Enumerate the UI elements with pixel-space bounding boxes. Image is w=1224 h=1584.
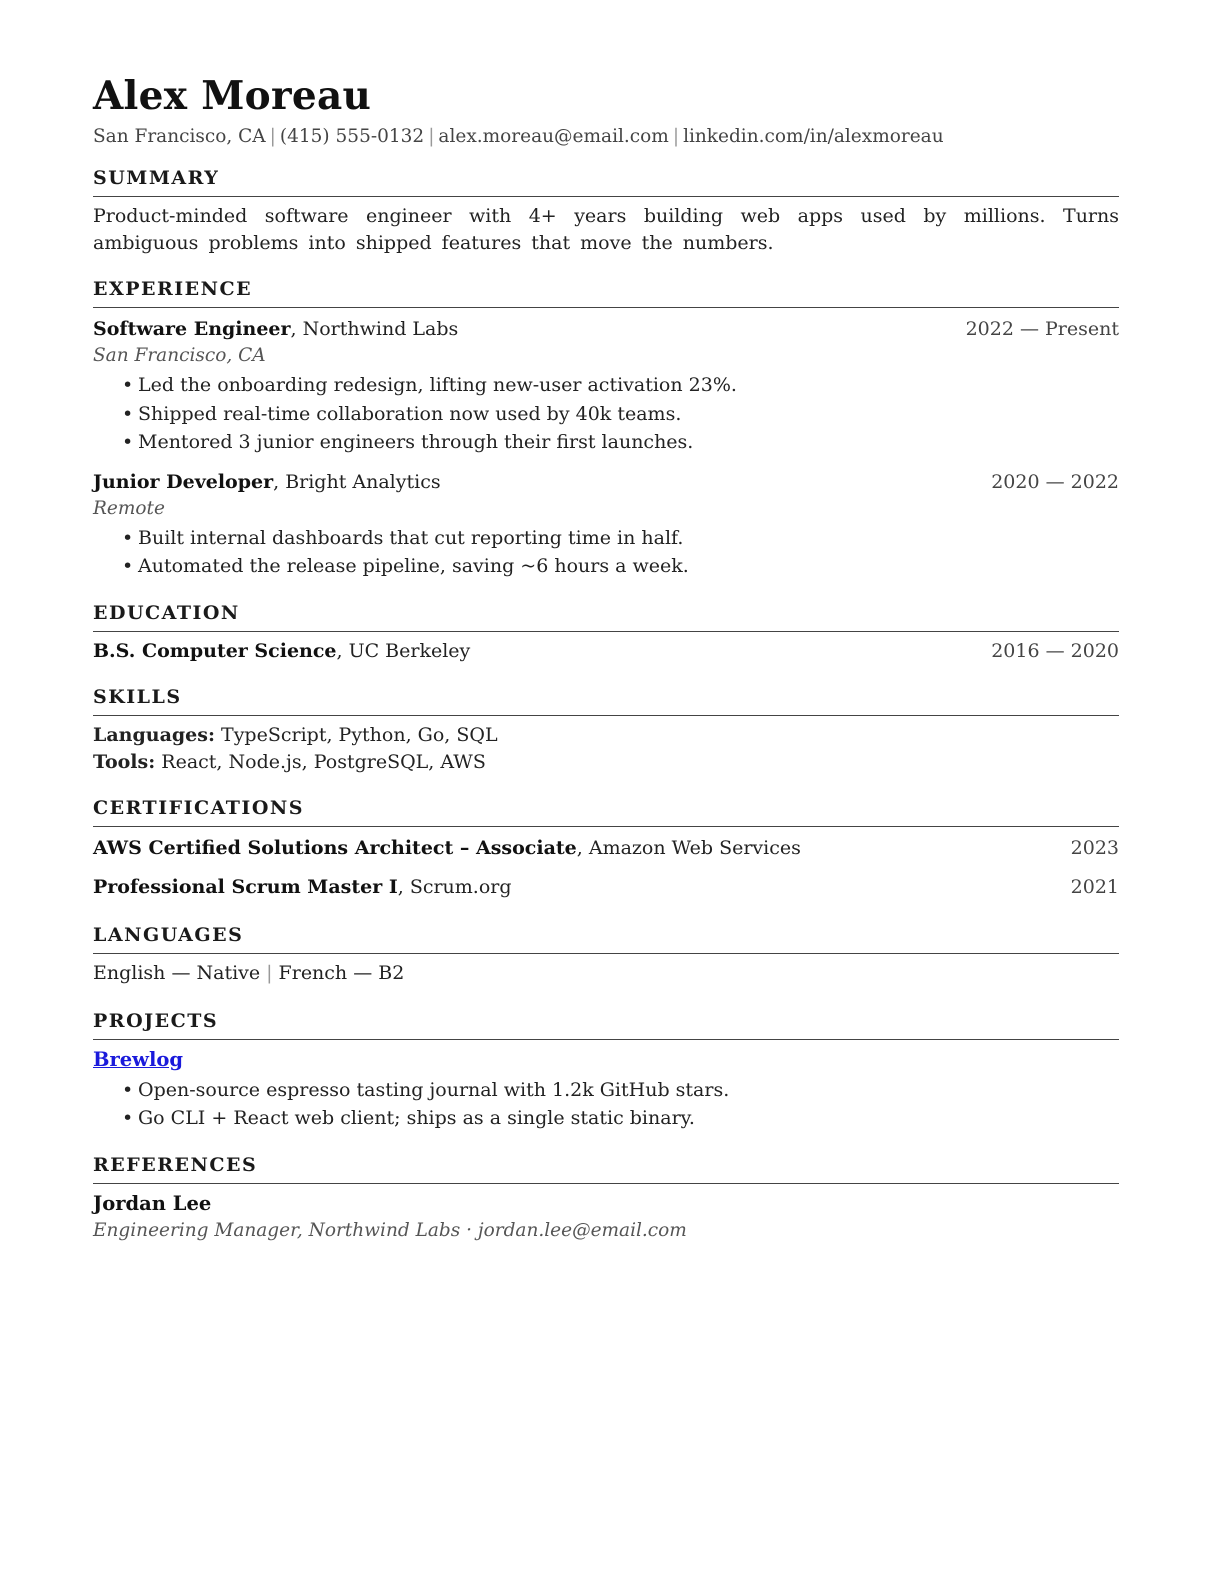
language-item: English — Native	[93, 961, 261, 984]
certification-line	[93, 874, 512, 901]
references-heading: REFERENCES	[93, 1153, 1119, 1184]
languages-line	[93, 960, 1119, 987]
certification-issuer: , Amazon Web Services	[576, 836, 801, 859]
project-bullets	[93, 1076, 1119, 1133]
job-entry	[93, 316, 1119, 457]
certification-name: AWS Certified Solutions Architect – Associate	[93, 836, 577, 859]
skills-languages-value: TypeScript, Python, Go, SQL	[214, 723, 498, 746]
job-dates: 2022 — Present	[965, 318, 1119, 340]
job-bullet: • Automated the release pipeline, saving ~6 hours a week.	[138, 552, 1119, 581]
job-title-line	[93, 469, 441, 496]
projects-section	[93, 1009, 1119, 1133]
job-role: Software Engineer	[93, 318, 291, 340]
experience-heading: EXPERIENCE	[93, 277, 1119, 308]
job-location: Remote	[93, 497, 165, 519]
job-bullet: • Led the onboarding redesign, lifting new-user activation 23%.	[138, 371, 1119, 400]
job-bullets	[93, 371, 1119, 457]
job-bullet: • Built internal dashboards that cut reporting time in half.	[138, 524, 1119, 553]
job-dates: 2020 — 2022	[991, 470, 1119, 493]
job-bullet: • Shipped real-time collaboration now used by 40k teams.	[138, 400, 1119, 429]
skills-section	[93, 685, 1119, 776]
skills-tools	[93, 749, 1119, 776]
job-bullets	[93, 524, 1119, 581]
contact-separator: |	[672, 126, 680, 147]
project-entry	[93, 1046, 1119, 1133]
summary-text: Product-minded software engineer with 4+ years building web apps used by millions. Turns ambiguous problems into shipped features that move the numbers.	[93, 205, 1119, 254]
certification-name: Professional Scrum Master I	[93, 875, 398, 898]
job-company: , Northwind Labs	[290, 318, 459, 340]
experience-section	[93, 277, 1119, 581]
certification-entry	[93, 874, 1119, 901]
skills-languages	[93, 722, 1119, 749]
job-header	[93, 469, 1119, 496]
education-line	[93, 638, 470, 665]
skills-languages-label: Languages:	[93, 723, 215, 746]
job-bullet: • Mentored 3 junior engineers through their first launches.	[138, 428, 1119, 457]
languages-separator: |	[266, 961, 273, 984]
education-entry	[93, 638, 1119, 665]
references-section	[93, 1153, 1119, 1244]
education-section	[93, 601, 1119, 665]
certification-line	[93, 835, 801, 862]
education-dates: 2016 — 2020	[991, 639, 1119, 662]
reference-detail: Engineering Manager, Northwind Labs · jordan.lee@email.com	[93, 1219, 687, 1241]
certification-entry	[93, 835, 1119, 862]
project-link[interactable]: Brewlog	[93, 1047, 183, 1071]
job-company: , Bright Analytics	[273, 470, 441, 493]
job-header	[93, 316, 1119, 343]
summary-heading: SUMMARY	[93, 166, 1119, 197]
language-item: French — B2	[278, 961, 405, 984]
certification-year: 2021	[1070, 875, 1119, 898]
certification-issuer: , Scrum.org	[397, 875, 512, 898]
candidate-name: Alex Moreau	[93, 73, 372, 119]
job-entry	[93, 469, 1119, 581]
skills-tools-value: React, Node.js, PostgreSQL, AWS	[155, 750, 486, 773]
education-heading: EDUCATION	[93, 601, 1119, 632]
reference-name: Jordan Lee	[93, 1191, 212, 1215]
languages-heading: LANGUAGES	[93, 923, 1119, 954]
contact-email: alex.moreau@email.com	[438, 126, 669, 147]
contact-phone: (415) 555-0132	[279, 126, 425, 147]
project-bullet: • Go CLI + React web client; ships as a single static binary.	[138, 1104, 1119, 1133]
contact-separator: |	[269, 126, 276, 147]
certification-year: 2023	[1070, 836, 1119, 859]
skills-heading: SKILLS	[93, 685, 1119, 716]
contact-location: San Francisco, CA	[93, 126, 266, 147]
job-role: Junior Developer	[93, 470, 274, 493]
contact-line	[93, 124, 1119, 150]
job-title-line	[93, 316, 458, 343]
certifications-section	[93, 796, 1119, 901]
skills-tools-label: Tools:	[93, 750, 156, 773]
summary-section	[93, 166, 1119, 257]
languages-section	[93, 923, 1119, 987]
project-bullet: • Open-source espresso tasting journal with 1.2k GitHub stars.	[138, 1076, 1119, 1105]
contact-linkedin: linkedin.com/in/alexmoreau	[683, 126, 944, 147]
job-location: San Francisco, CA	[93, 345, 266, 366]
contact-separator: |	[428, 126, 435, 147]
education-school: , UC Berkeley	[336, 639, 471, 662]
projects-heading: PROJECTS	[93, 1009, 1119, 1040]
certifications-heading: CERTIFICATIONS	[93, 796, 1119, 827]
education-degree: B.S. Computer Science	[93, 639, 337, 662]
